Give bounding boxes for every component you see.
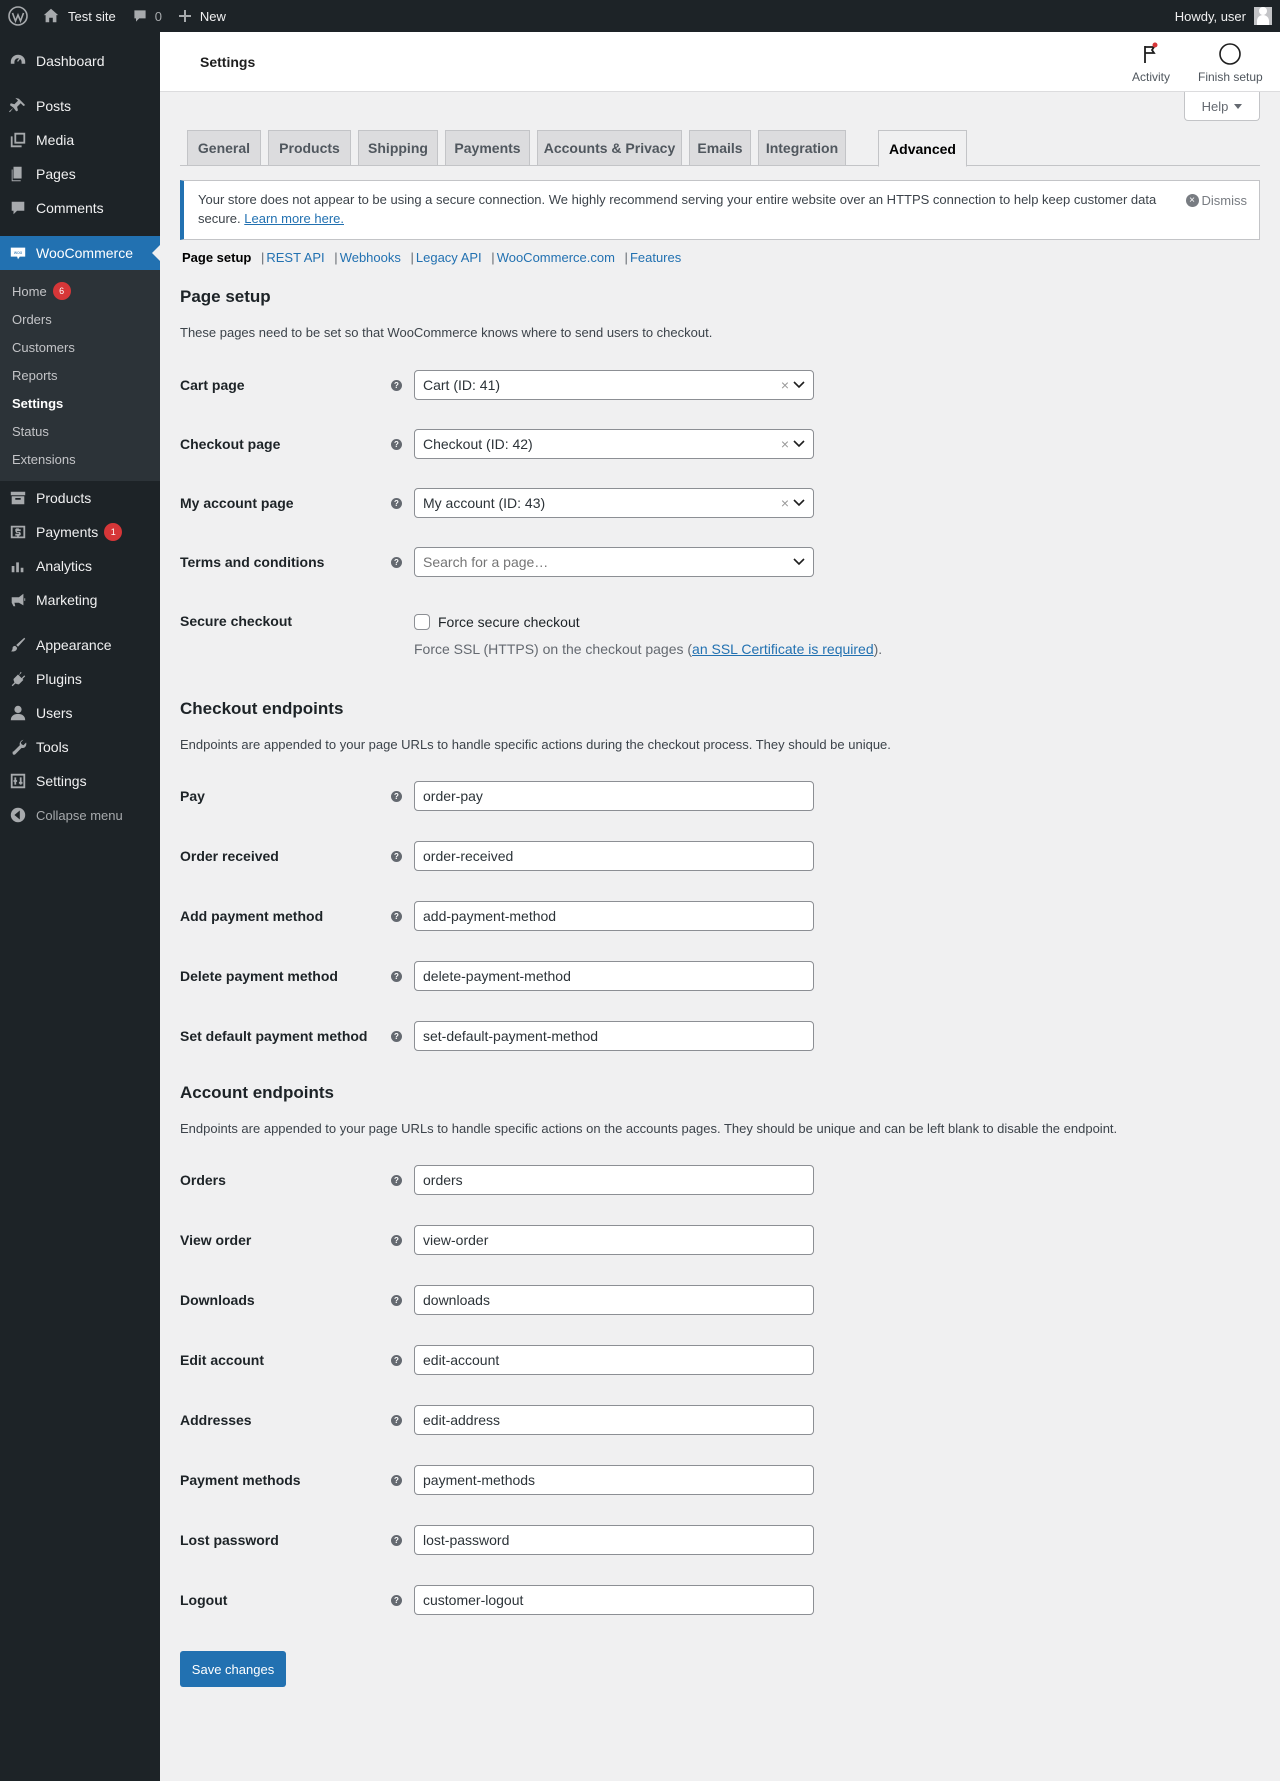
sliders-icon [9,772,27,790]
endpoint-input[interactable] [414,1405,814,1435]
close-circle-icon: × [1186,194,1199,207]
field-label: My account page [180,495,294,511]
endpoint-row [180,1021,1260,1051]
select-value: Checkout (ID: 42) [423,436,533,452]
endpoint-row [180,961,1260,991]
clear-icon[interactable]: × [780,436,789,452]
menu-label: Pages [36,166,76,182]
checkout-page-select[interactable] [414,429,814,459]
section-heading: Account endpoints [180,1083,334,1102]
help-tab-button[interactable] [1184,92,1260,121]
site-name: Test site [68,8,116,24]
home-icon [42,7,60,25]
clear-icon[interactable]: × [780,377,789,393]
avatar [1254,7,1272,25]
field-label: Checkout page [180,436,281,452]
field-label: Add payment method [180,908,324,924]
megaphone-icon [9,591,27,609]
admin-bar [0,0,1280,32]
chevron-down-icon [793,558,805,566]
menu-label: Payments [36,524,99,540]
dismiss-button[interactable] [1186,191,1248,210]
finish-setup-button[interactable] [1198,42,1263,84]
help-tip-icon[interactable]: ? [391,1295,402,1306]
submenu-settings[interactable] [0,389,160,417]
cart-page-select[interactable] [414,370,814,400]
tab-integration[interactable] [758,130,846,166]
menu-analytics[interactable] [0,549,160,583]
menu-label: Dashboard [36,53,105,69]
terms-page-select[interactable] [414,547,814,577]
help-tip-icon[interactable]: ? [391,439,402,450]
menu-dashboard[interactable] [0,44,160,78]
settings-tabs [180,130,1260,166]
my-account-page-select[interactable] [414,488,814,518]
notice-text: Your store does not appear to be using a secure connection. We highly recommend serving your entire website over an HTTPS connection to help keep customer data secure. [198,192,1157,226]
caret-down-icon [1234,104,1242,109]
woo-icon [9,244,27,262]
help-tip-icon[interactable]: ? [391,971,402,982]
comments-count: 0 [154,8,162,24]
brush-icon [9,636,27,654]
ssl-help-prefix: Force SSL (HTTPS) on the checkout pages ( [414,641,693,657]
endpoint-row [180,1285,1260,1315]
menu-comments[interactable] [0,191,160,225]
subsection-page-setup[interactable]: Page setup [182,250,252,265]
checkout-page-row [180,429,1260,459]
submenu-orders[interactable] [0,305,160,333]
endpoint-input[interactable] [414,961,814,991]
field-label: Lost password [180,1532,279,1548]
wrench-icon [9,738,27,756]
help-tip-icon[interactable]: ? [391,498,402,509]
field-label: Addresses [180,1412,252,1428]
tab-emails[interactable] [689,130,751,166]
submenu-label: Status [12,423,49,439]
terms-page-row [180,547,1260,577]
menu-settings[interactable] [0,764,160,798]
menu-media[interactable] [0,123,160,157]
tab-payments[interactable] [445,130,530,166]
media-icon [9,131,27,149]
subsection-rest-api[interactable]: REST API [266,250,325,265]
field-label: Orders [180,1172,226,1188]
endpoint-row [180,1465,1260,1495]
endpoint-row [180,1165,1260,1195]
ssl-certificate-link[interactable]: an SSL Certificate is required [692,641,874,657]
submenu-label: Orders [12,311,52,327]
menu-label: Settings [36,773,87,789]
admin-sidebar [0,32,160,1781]
help-tip-icon[interactable]: ? [391,1535,402,1546]
endpoint-row [180,1585,1260,1615]
subsection-woocommerce-com[interactable]: WooCommerce.com [496,250,615,265]
section-description: These pages need to be set so that WooCommerce knows where to send users to checkout. [180,325,713,340]
collapse-icon [9,806,27,824]
endpoint-input[interactable] [414,1525,814,1555]
menu-label: Media [36,132,75,148]
cart-page-row [180,370,1260,400]
endpoint-input[interactable] [414,841,814,871]
endpoint-row [180,1225,1260,1255]
page-title: Settings [200,54,256,70]
subsection-legacy-api[interactable]: Legacy API [415,250,482,265]
help-tip-icon[interactable]: ? [391,1031,402,1042]
learn-more-link[interactable]: Learn more here. [244,211,344,226]
help-tip-icon[interactable]: ? [391,791,402,802]
menu-label: Users [36,705,73,721]
submenu-reports[interactable] [0,361,160,389]
submenu-label: Reports [12,367,58,383]
chevron-down-icon [793,440,805,448]
section-heading: Checkout endpoints [180,699,344,718]
woocommerce-header [160,32,1280,92]
advanced-subsections: Page setup | REST API | Webhooks | Legacy API | WooCommerce.com | Features [182,250,682,265]
site-name-link[interactable] [36,0,124,32]
field-label: Set default payment method [180,1028,368,1044]
tab-label: Advanced [889,140,956,157]
field-label: Payment methods [180,1472,301,1488]
field-label: Order received [180,848,279,864]
tab-label: Products [279,140,340,156]
dashboard-icon [9,52,27,70]
chevron-down-icon [793,381,805,389]
help-label: Help [1201,98,1229,114]
menu-label: Analytics [36,558,93,574]
checkbox-box[interactable] [414,614,430,630]
submenu-home[interactable] [0,277,160,305]
dollar-icon [9,523,27,541]
flag-icon [1139,42,1163,66]
field-label: Cart page [180,377,245,393]
comment-icon [132,8,148,24]
progress-ring-icon [1218,42,1242,66]
endpoint-input[interactable] [414,1465,814,1495]
user-icon [9,704,27,722]
svg-text:woo: woo [13,249,23,255]
menu-label: Products [36,490,92,506]
submenu-extensions[interactable] [0,445,160,473]
menu-products[interactable] [0,481,160,515]
tab-products[interactable] [268,130,351,166]
submenu-label: Home [12,283,47,299]
new-label: New [199,8,226,24]
wordpress-logo-icon[interactable] [0,0,36,32]
endpoint-row [180,841,1260,871]
tab-label: General [197,140,251,156]
endpoint-input[interactable] [414,1285,814,1315]
menu-plugins[interactable] [0,662,160,696]
chart-bar-icon [9,557,27,575]
endpoint-row [180,1525,1260,1555]
endpoint-row [180,781,1260,811]
tab-general[interactable] [187,130,261,166]
endpoint-row [180,901,1260,931]
menu-label: Marketing [36,592,98,608]
ssl-help-text [414,641,882,657]
tab-label: Emails [697,140,743,156]
secure-checkout-row [180,606,1260,636]
help-tip-icon[interactable]: ? [391,557,402,568]
endpoint-input[interactable] [414,1345,814,1375]
section-heading: Page setup [180,287,271,306]
field-label: Secure checkout [180,613,293,629]
menu-tools[interactable] [0,730,160,764]
finish-setup-label: Finish setup [1198,70,1263,84]
submenu-customers[interactable] [0,333,160,361]
help-tip-icon[interactable]: ? [391,1235,402,1246]
endpoint-input[interactable] [414,1165,814,1195]
menu-label: Posts [36,98,72,114]
select-value: My account (ID: 43) [423,495,546,511]
help-tip-icon[interactable]: ? [391,1415,402,1426]
select-placeholder: Search for a page… [423,554,549,570]
field-label: View order [180,1232,252,1248]
notification-badge: 6 [53,282,71,300]
field-label: Terms and conditions [180,554,325,570]
tab-label: Payments [454,140,521,156]
menu-users[interactable] [0,696,160,730]
menu-posts[interactable] [0,89,160,123]
field-label: Edit account [180,1352,265,1368]
activity-label: Activity [1132,70,1171,84]
select-value: Cart (ID: 41) [423,377,501,393]
endpoint-input[interactable] [414,901,814,931]
tab-shipping[interactable] [358,130,438,166]
endpoint-input[interactable] [414,1585,814,1615]
submenu-label: Customers [12,339,75,355]
menu-label: Comments [36,200,104,216]
help-tip-icon[interactable]: ? [391,911,402,922]
section-description: Endpoints are appended to your page URLs to handle specific actions on the accounts pages. They should be unique and can be left blank to disable the endpoint. [180,1121,1118,1136]
endpoint-row [180,1405,1260,1435]
help-tip-icon[interactable]: ? [391,1595,402,1606]
tab-label: Accounts & Privacy [543,140,676,156]
help-tip-icon[interactable]: ? [391,1175,402,1186]
new-content-link[interactable] [170,0,234,32]
plug-icon [9,670,27,688]
ssl-help-suffix: ). [873,641,883,657]
tab-advanced[interactable] [878,130,967,167]
endpoint-input[interactable] [414,1225,814,1255]
menu-label: WooCommerce [36,245,133,261]
help-tip-icon[interactable]: ? [391,1355,402,1366]
notification-badge: 1 [104,523,122,541]
subsection-webhooks[interactable]: Webhooks [339,250,401,265]
menu-appearance[interactable] [0,628,160,662]
tab-label: Integration [765,140,839,156]
endpoint-input[interactable] [414,781,814,811]
comments-icon [9,199,27,217]
menu-marketing[interactable] [0,583,160,617]
field-label: Downloads [180,1292,255,1308]
howdy-text: Howdy, user [1174,8,1246,24]
submenu-status[interactable] [0,417,160,445]
endpoint-row [180,1345,1260,1375]
endpoint-input[interactable] [414,1021,814,1051]
menu-payments[interactable] [0,515,160,549]
pin-icon [9,97,27,115]
field-label: Pay [180,788,205,804]
menu-label: Collapse menu [36,807,123,823]
section-description: Endpoints are appended to your page URLs to handle specific actions during the checkout process. They should be unique. [180,737,891,752]
help-tip-icon[interactable]: ? [391,851,402,862]
my-account-link[interactable] [1167,0,1280,32]
tab-label: Shipping [368,140,428,156]
help-tip-icon[interactable]: ? [391,380,402,391]
archive-icon [9,489,27,507]
menu-pages[interactable] [0,157,160,191]
activity-button[interactable] [1132,42,1170,84]
collapse-menu-button[interactable] [0,798,160,832]
comments-link[interactable] [124,0,170,32]
menu-label: Plugins [36,671,82,687]
submenu-label: Settings [12,395,64,411]
field-label: Logout [180,1592,228,1608]
https-notice [180,180,1260,240]
pages-icon [9,165,27,183]
field-label: Delete payment method [180,968,338,984]
save-changes-button[interactable]: Save changes [180,1651,286,1687]
submenu-label: Extensions [12,451,76,467]
clear-icon[interactable]: × [780,495,789,511]
menu-label: Appearance [36,637,112,653]
tab-accounts-privacy[interactable] [537,130,682,166]
my-account-page-row [180,488,1260,518]
menu-label: Tools [36,739,69,755]
menu-woocommerce[interactable] [0,236,160,270]
help-tip-icon[interactable]: ? [391,1475,402,1486]
subsection-features[interactable]: Features [629,250,682,265]
woocommerce-submenu [0,270,160,481]
dismiss-label: Dismiss [1201,193,1247,208]
chevron-down-icon [793,499,805,507]
force-secure-checkout-checkbox[interactable] [414,614,580,630]
plus-icon [178,9,192,23]
checkbox-label: Force secure checkout [438,614,580,630]
